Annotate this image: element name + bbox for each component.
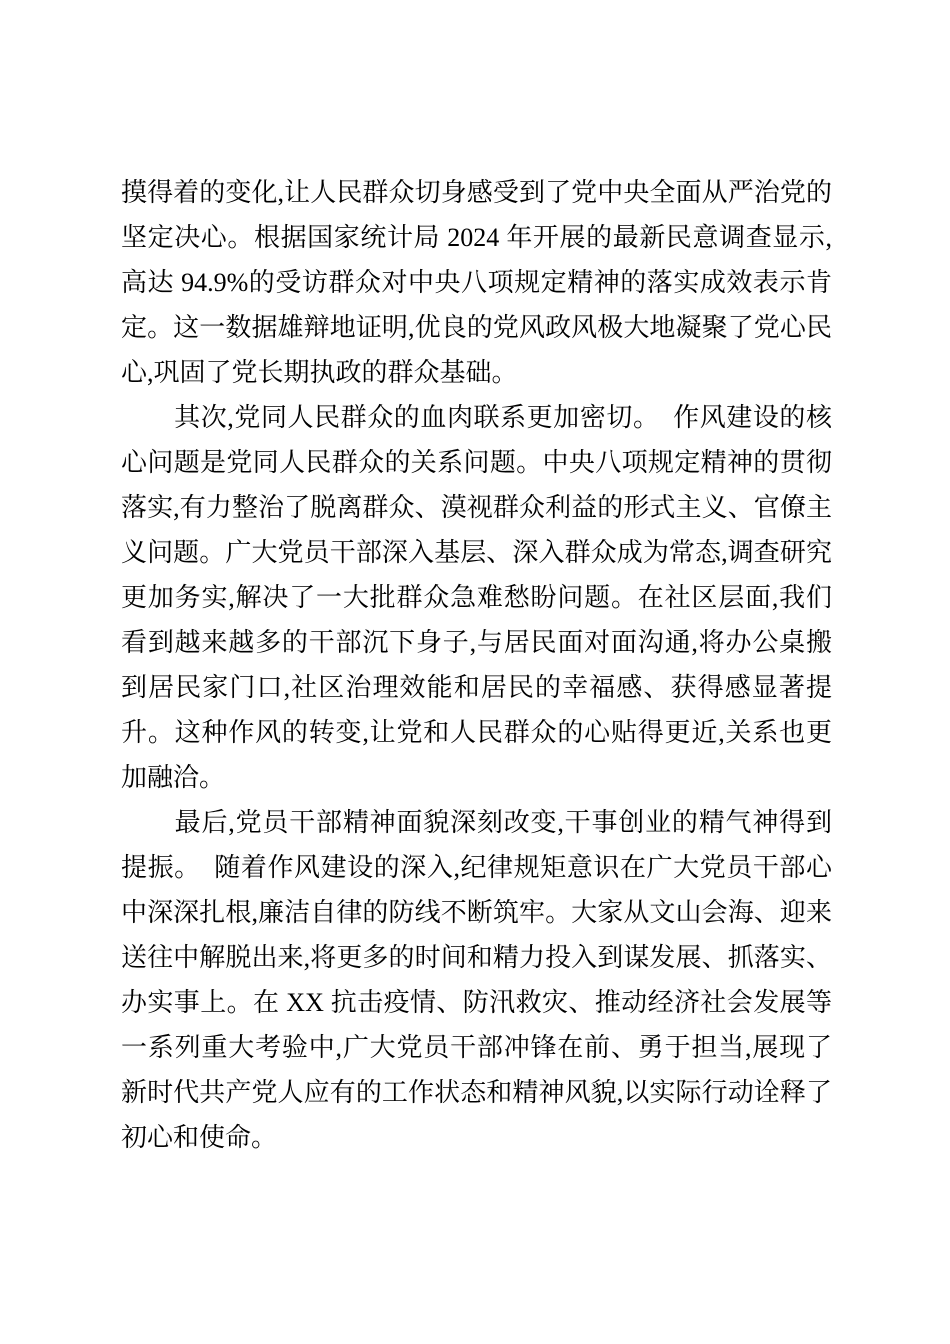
- paragraph-secondly: 其次,党同人民群众的血肉联系更加密切。 作风建设的核心问题是党同人民群众的关系问题。中央八项规定精神的贯彻落实,有力整治了脱离群众、漠视群众利益的形式主义、官僚主义问题。广大党员干部深入基层、深入群众成为常态,调查研究更加务实,解决了一大批群众急难愁盼问题。在社区层面,我们看到越来越多的干部沉下身子,与居民面对面沟通,将办公桌搬到居民家门口,社区治理效能和居民的幸福感、获得感显著提升。这种作风的转变,让党和人民群众的心贴得更近,关系也更加融洽。: [121, 403, 832, 792]
- paragraph-body-continuation: 摸得着的变化,让人民群众切身感受到了党中央全面从严治党的坚定决心。根据国家统计局 2024 年开展的最新民意调查显示,高达 94.9%的受访群众对中央八项规定精神的落实成效表示肯定。这一数据雄辩地证明,优良的党风政风极大地凝聚了党心民心,巩固了党长期执政的群众基础。: [121, 178, 832, 387]
- paragraph-finally: 最后,党员干部精神面貌深刻改变,干事创业的精气神得到提振。 随着作风建设的深入,纪律规矩意识在广大党员干部心中深深扎根,廉洁自律的防线不断筑牢。大家从文山会海、迎来送往中解脱出来,将更多的时间和精力投入到谋发展、抓落实、办实事上。在 XX 抗击疫情、防汛救灾、推动经济社会发展等一系列重大考验中,广大党员干部冲锋在前、勇于担当,展现了新时代共产党人应有的工作状态和精神风貌,以实际行动诠释了初心和使命。: [121, 808, 832, 1152]
